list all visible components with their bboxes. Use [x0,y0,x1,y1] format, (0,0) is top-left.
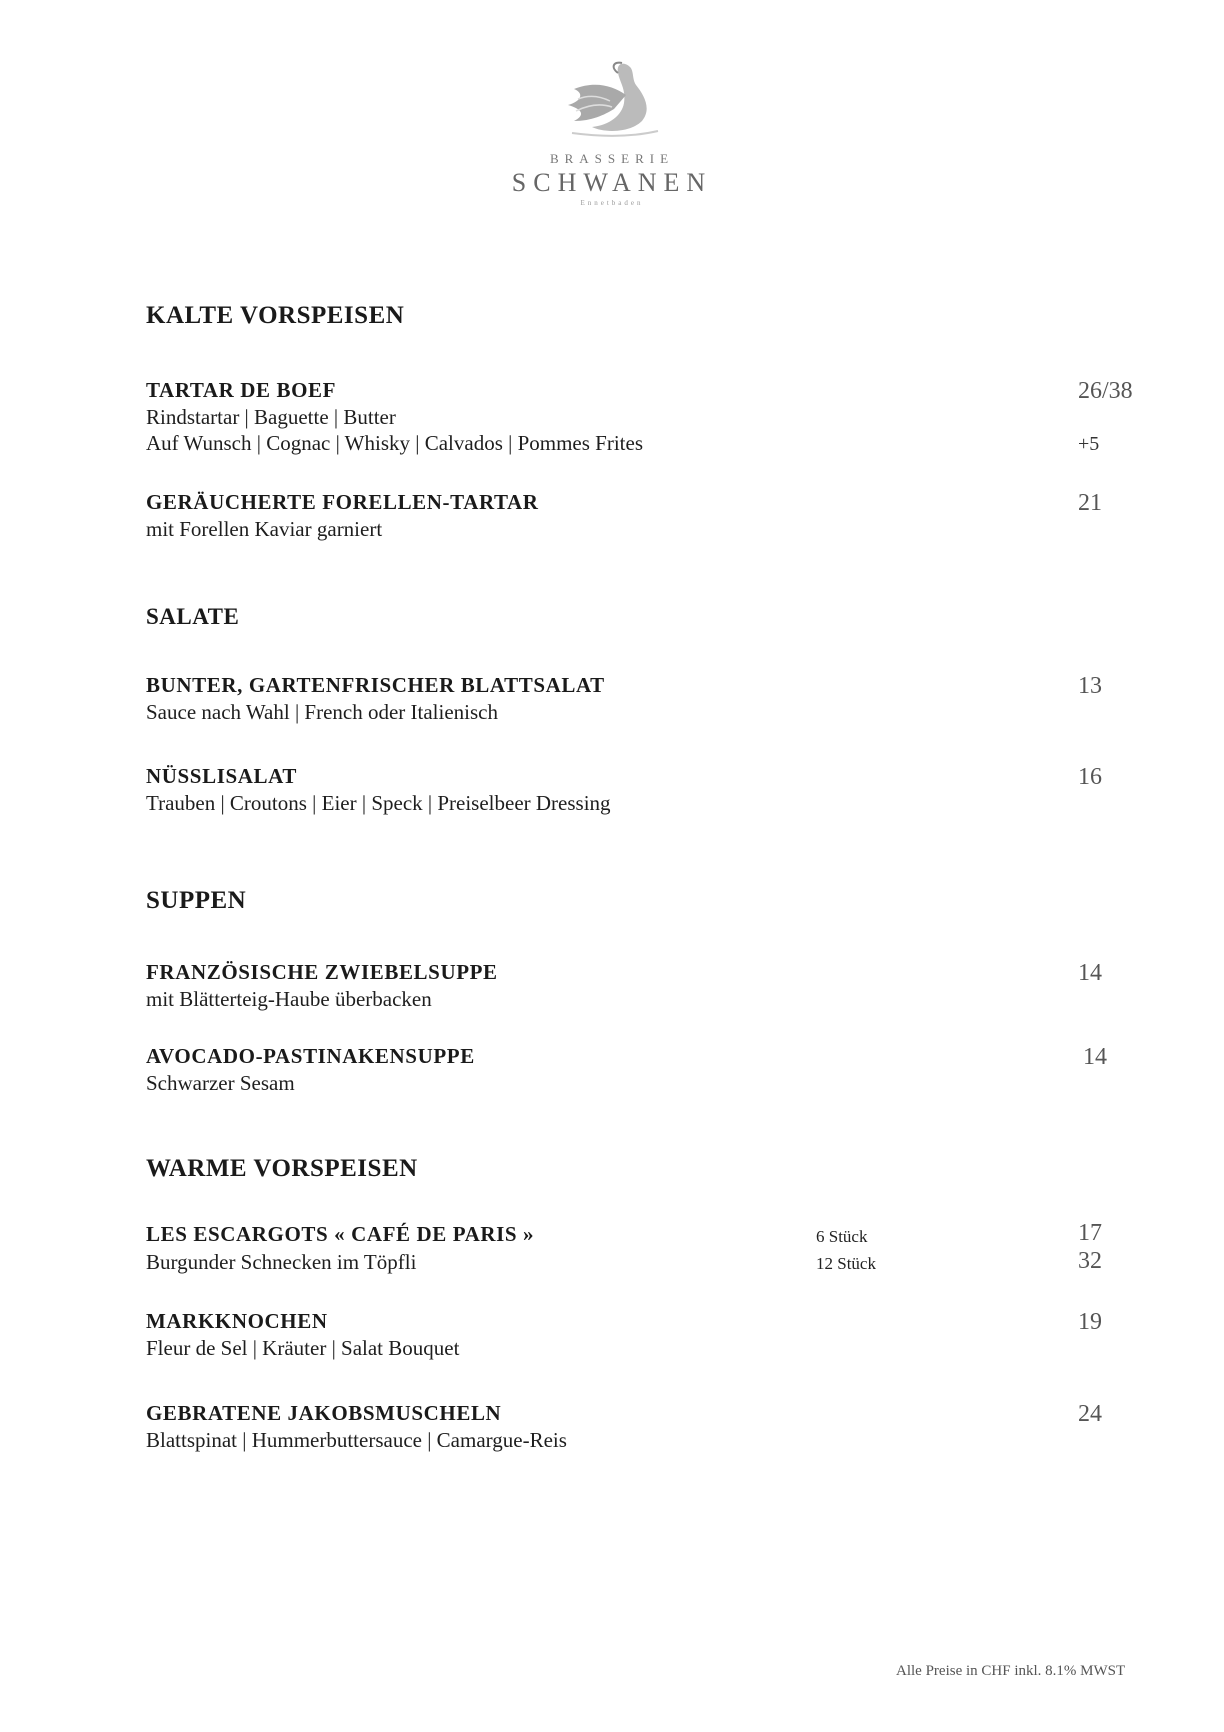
item-name: AVOCADO-PASTINAKENSUPPE [146,1044,475,1068]
item-name: TARTAR DE BOEF [146,378,337,402]
item-price: 24 [1078,1401,1102,1427]
section-title: KALTE VORSPEISEN [146,302,405,329]
item-name: MARKKNOCHEN [146,1309,328,1333]
item-price: 32 [1078,1248,1102,1274]
logo-line2: SCHWANEN [511,168,713,197]
section-title: WARME VORSPEISEN [146,1155,418,1182]
item-qty: 12 Stück [816,1254,876,1273]
section-title: SALATE [146,604,240,629]
item-desc: Trauben | Croutons | Eier | Speck | Preiselbeer Dressing [146,791,611,815]
section-title: SUPPEN [146,887,247,914]
item-desc: Auf Wunsch | Cognac | Whisky | Calvados | Pommes Frites [146,431,643,455]
logo [0,55,1224,207]
item-extra-price: +5 [1078,433,1100,455]
item-desc: Schwarzer Sesam [146,1071,295,1095]
swan-icon [552,55,672,145]
price-note: Alle Preise in CHF inkl. 8.1% MWST [896,1663,1126,1679]
item-desc: mit Blätterteig-Haube überbacken [146,987,432,1011]
item-desc: mit Forellen Kaviar garniert [146,517,383,541]
item-name: LES ESCARGOTS « CAFÉ DE PARIS » [146,1222,535,1246]
logo-line1: BRASSERIE [549,151,675,166]
logo-line3: Ennetbaden [580,199,644,207]
item-desc: Rindstartar | Baguette | Butter [146,405,396,429]
item-price: 21 [1078,490,1102,516]
item-desc: Fleur de Sel | Kräuter | Salat Bouquet [146,1336,460,1360]
item-name: GERÄUCHERTE FORELLEN-TARTAR [146,490,539,514]
item-price: 13 [1078,673,1102,699]
item-name: BUNTER, GARTENFRISCHER BLATTSALAT [146,673,605,697]
item-qty: 6 Stück [816,1227,868,1246]
item-price: 17 [1078,1220,1102,1246]
item-name: GEBRATENE JAKOBSMUSCHELN [146,1401,502,1425]
item-desc: Sauce nach Wahl | French oder Italienisch [146,700,498,724]
item-price: 26/38 [1078,378,1133,404]
item-price: 14 [1083,1044,1107,1070]
item-name: NÜSSLISALAT [146,764,297,788]
item-price: 19 [1078,1309,1102,1335]
item-price: 16 [1078,764,1102,790]
item-name: FRANZÖSISCHE ZWIEBELSUPPE [146,960,498,984]
item-price: 14 [1078,960,1102,986]
item-desc: Burgunder Schnecken im Töpfli [146,1250,417,1274]
item-desc: Blattspinat | Hummerbuttersauce | Camargue-Reis [146,1428,567,1452]
